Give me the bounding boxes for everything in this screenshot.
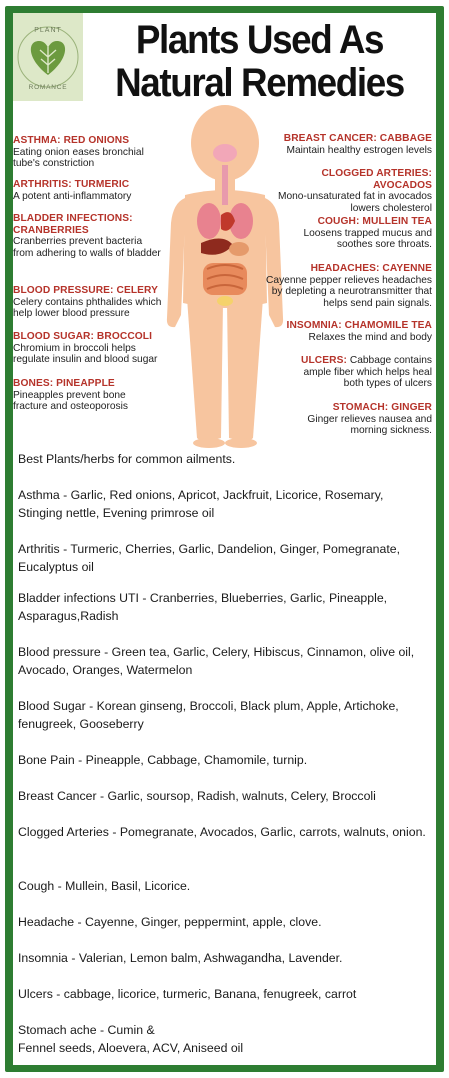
ailment-insomnia <box>256 320 432 343</box>
ailment-stomach <box>302 402 432 437</box>
ailment-description: Relaxes the mind and body <box>308 331 432 343</box>
ailment-description: Cranberries prevent bacteria from adhering to walls of bladder <box>13 236 161 259</box>
ailment-description: Ginger relieves nausea and morning sickness. <box>307 413 432 437</box>
heart-leaf-icon <box>13 13 83 101</box>
ailment-ulcers <box>287 355 432 390</box>
list-item <box>18 1021 428 1057</box>
list-item: Bladder infections UTI - Cranberries, Blueberries, Garlic, Pineapple, Asparagus,Radish <box>18 591 388 623</box>
ailment-heading: STOMACH: GINGER <box>332 402 432 413</box>
ailment-heading: BLOOD SUGAR: BROCCOLI <box>13 331 153 342</box>
ailment-description: Celery contains phthalides which help lower blood pressure <box>13 296 162 320</box>
ailment-breast-cancer <box>256 133 432 156</box>
ailment-heading: INSOMNIA: CHAMOMILE TEA <box>286 320 432 331</box>
ailment-heading: BONES: PINEAPPLE <box>13 378 115 389</box>
list-item: Asthma - Garlic, Red onions, Apricot, Jackfruit, Licorice, Rosemary, Stinging nettle, Evening primrose oil <box>18 488 384 520</box>
list-item: Arthritis - Turmeric, Cherries, Garlic, Dandelion, Ginger, Pomegranate, Eucalyptus oil <box>18 542 401 574</box>
ailment-heading: BLADDER INFECTIONS: CRANBERRIES <box>13 213 133 236</box>
ailment-heading: ARTHRITIS: TURMERIC <box>13 179 130 190</box>
ailment-heading: BLOOD PRESSURE: CELERY <box>13 285 159 296</box>
ailment-description: Mono-unsaturated fat in avocados lowers cholesterol <box>277 191 432 214</box>
list-item: Breast Cancer - Garlic, soursop, Radish, walnuts, Celery, Broccoli <box>18 789 376 803</box>
ailment-heading: ASTHMA: RED ONIONS <box>13 135 130 146</box>
ailment-description: Chromium in broccoli helps regulate insulin and blood sugar <box>13 342 158 366</box>
ailment-clogged-arteries <box>262 168 432 214</box>
list-intro: Best Plants/herbs for common ailments. <box>18 452 236 466</box>
list-item: Blood pressure - Green tea, Garlic, Celery, Hibiscus, Cinnamon, olive oil, Avocado, Oranges, Watermelon <box>18 645 415 677</box>
ailment-headaches <box>256 263 432 309</box>
ailment-description: A potent anti-inflammatory <box>13 190 132 202</box>
ailment-heading: ULCERS: <box>301 355 348 366</box>
ailment-blood-sugar <box>13 331 173 366</box>
ailment-description: Pineapples prevent bone fracture and osteoporosis <box>13 389 128 413</box>
list-item: Clogged Arteries - Pomegranate, Avocados, Garlic, carrots, walnuts, onion. <box>18 825 426 839</box>
ailment-description: Eating onion eases bronchial tube's constriction <box>13 146 144 170</box>
plant-romance-logo <box>13 13 83 101</box>
ailment-asthma <box>13 135 173 170</box>
infographic-panel <box>13 13 436 1065</box>
list-item-line-2: Fennel seeds, Aloevera, ACV, Aniseed oil <box>18 1041 244 1055</box>
ailment-description: Cayenne pepper relieves headaches by depleting a neurotransmitter that helps send pain signals. <box>266 274 432 309</box>
logo-text-bottom: ROMANCE <box>28 84 68 91</box>
list-item: Blood Sugar - Korean ginseng, Broccoli, Black plum, Apple, Artichoke, fenugreek, Gooseberry <box>18 699 399 731</box>
list-item: Insomnia - Valerian, Lemon balm, Ashwagandha, Lavender. <box>18 951 343 965</box>
ailment-heading: HEADACHES: CAYENNE <box>310 263 432 274</box>
list-item: Headache - Cayenne, Ginger, peppermint, apple, clove. <box>18 915 322 929</box>
ailment-blood-pressure <box>13 285 173 320</box>
page-title <box>101 19 418 105</box>
ailment-arthritis <box>13 179 173 202</box>
list-item: Cough - Mullein, Basil, Licorice. <box>18 879 191 893</box>
ailment-bones <box>13 378 153 413</box>
list-item-line-1: Stomach ache - Cumin & <box>18 1023 155 1037</box>
list-item: Ulcers - cabbage, licorice, turmeric, Banana, fenugreek, carrot <box>18 987 357 1001</box>
logo-text-top: PLANT <box>34 27 62 34</box>
list-item: Bone Pain - Pineapple, Cabbage, Chamomile, turnip. <box>18 753 308 767</box>
ailment-cough <box>282 216 432 251</box>
title-line-2: Natural Remedies <box>115 61 404 105</box>
ailment-description: Loosens trapped mucus and soothes sore throats. <box>303 227 432 251</box>
ailment-bladder <box>13 213 163 259</box>
ailment-heading: COUGH: MULLEIN TEA <box>317 216 432 227</box>
ailment-description: Maintain healthy estrogen levels <box>286 144 432 156</box>
ailment-heading: CLOGGED ARTERIES: AVOCADOS <box>321 168 432 191</box>
ailment-heading: BREAST CANCER: CABBAGE <box>283 133 432 144</box>
ailment-description: Cabbage contains ample fiber which helps heal both types of ulcers <box>303 355 432 390</box>
title-line-1: Plants Used As <box>135 18 384 62</box>
